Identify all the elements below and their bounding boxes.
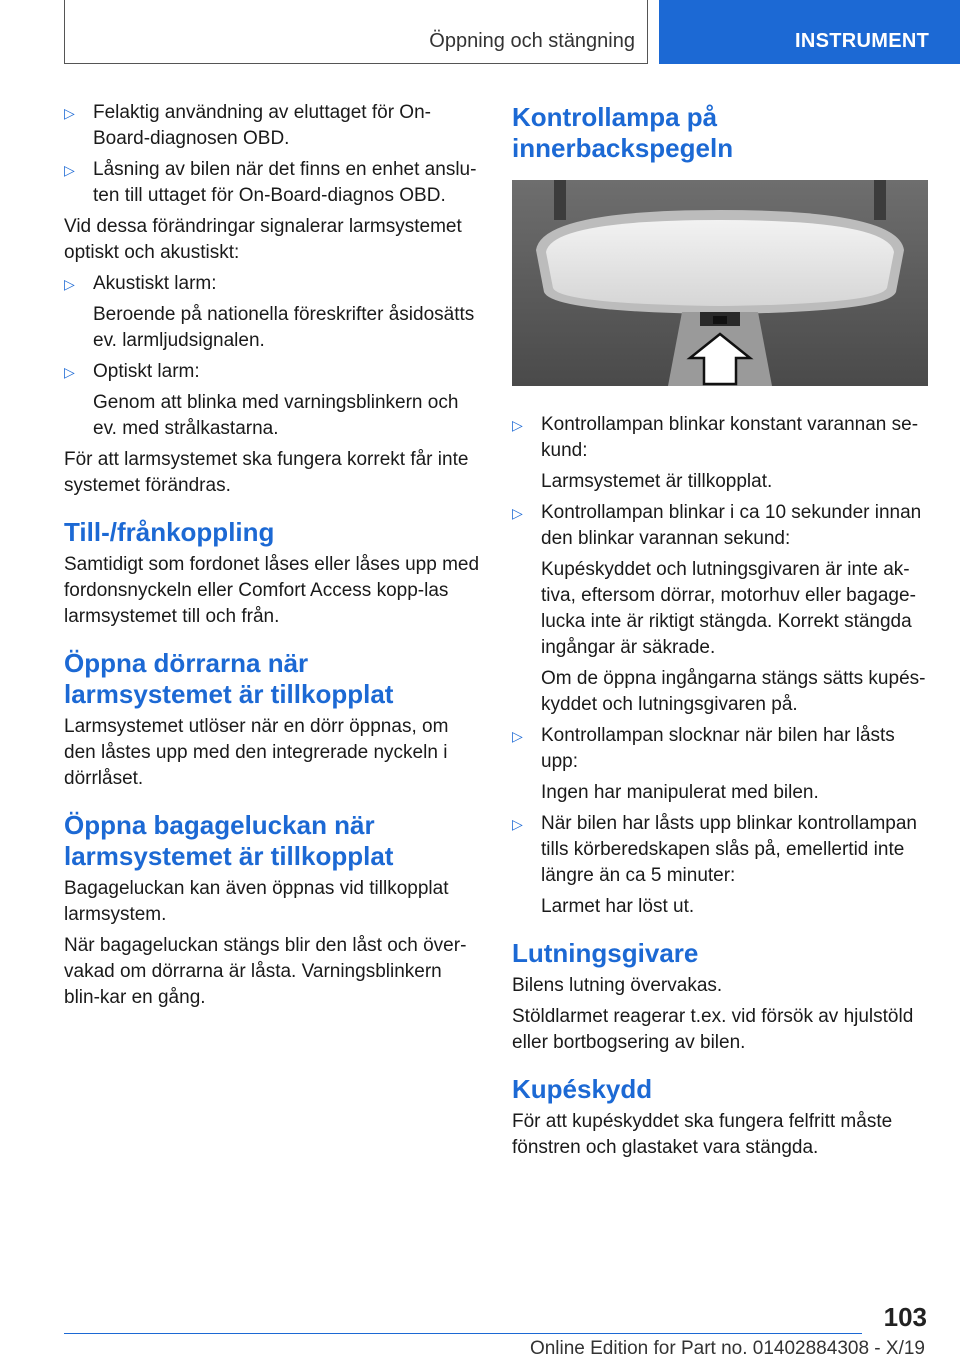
paragraph: Bilens lutning övervakas. (512, 975, 723, 996)
paragraph: Vid dessa förändringar signalerar larmsystemet optiskt och akustiskt: (64, 216, 462, 263)
triangle-right-icon: ▷ (64, 162, 75, 178)
heading-tilt-sensor: Lutningsgivare (512, 938, 699, 968)
list-item-subtext: Larmet har löst ut. (541, 896, 695, 917)
heading-cabin-protection: Kupéskydd (512, 1074, 653, 1104)
list-item (512, 811, 928, 920)
list-item-subtext: Larmsystemet är tillkopplat. (541, 471, 773, 492)
list-item-subtext: Kupéskyddet och lutningsgivaren är inte ak-tiva, eftersom dörrar, motorhuv eller bagage-lucka inte är riktigt stängda. Korrekt stängda ingångar är säkrade. (541, 559, 916, 658)
right-column (512, 102, 928, 1166)
list-item (64, 359, 480, 442)
list-item-text: Akustiskt larm: (93, 273, 217, 294)
triangle-right-icon: ▷ (512, 728, 523, 744)
heading-open-doors: Öppna dörrarna när larmsystemet är tillkopplat (64, 648, 394, 709)
heading-open-trunk: Öppna bagageluckan när larmsystemet är tillkopplat (64, 810, 394, 871)
list-item-text: Optiskt larm: (93, 361, 200, 382)
triangle-right-icon: ▷ (64, 105, 75, 121)
list-item-text: Felaktig användning av eluttaget för On-Board-diagnosen OBD. (93, 102, 431, 149)
paragraph: För att kupéskyddet ska fungera felfritt måste fönstren och glastaket vara stängda. (512, 1111, 893, 1158)
list-item-subtext: Ingen har manipulerat med bilen. (541, 782, 819, 803)
list-item-text: Låsning av bilen när det finns en enhet anslu-ten till uttaget för On-Board-diagnos OBD. (93, 159, 477, 206)
page-number: 103 (883, 1302, 927, 1332)
chapter-tab-label: INSTRUMENT (795, 30, 930, 52)
paragraph: För att larmsystemet ska fungera korrekt får inte systemet förändras. (64, 449, 469, 496)
rearview-mirror-illustration (512, 180, 928, 386)
section-title: Öppning och stängning (429, 30, 635, 52)
list-item-text: När bilen har låsts upp blinkar kontrollampan tills körberedskapen slås på, emellertid inte längre än ca 5 minuter: (541, 813, 917, 886)
paragraph: Samtidigt som fordonet låses eller låses upp med fordonsnyckeln eller Comfort Access kopp-las larmsystemet till och från. (64, 554, 480, 627)
list-item (64, 100, 480, 152)
chapter-tab[interactable] (659, 0, 960, 64)
heading-control-lamp: Kontrollampa på innerbackspegeln (512, 102, 734, 163)
paragraph: Stöldlarmet reagerar t.ex. vid försök av hjulstöld eller bortbogsering av bilen. (512, 1006, 914, 1053)
list-item-subtext: Beroende på nationella föreskrifter åsidosätts ev. larmljudsignalen. (93, 304, 475, 351)
paragraph: När bagageluckan stängs blir den låst och över-vakad om dörrarna är låsta. Varningsblinkern blin-kar en gång. (64, 935, 467, 1008)
triangle-right-icon: ▷ (64, 276, 75, 292)
heading-till-fran: Till-/frånkoppling (64, 517, 275, 547)
footer-divider (64, 1333, 862, 1334)
list-item (64, 157, 480, 209)
list-item-text: Kontrollampan slocknar när bilen har låsts upp: (541, 725, 895, 772)
paragraph: Larmsystemet utlöser när en dörr öppnas, om den låstes upp med den integrerade nyckeln i dörrlåset. (64, 716, 449, 789)
list-item (64, 271, 480, 354)
list-item-subtext: Om de öppna ingångarna stängs sätts kupés-kyddet och lutningsgivaren på. (541, 668, 926, 715)
triangle-right-icon: ▷ (64, 364, 75, 380)
left-column (64, 100, 480, 1016)
list-item (512, 500, 928, 718)
paragraph: Bagageluckan kan även öppnas vid tillkopplat larmsystem. (64, 878, 449, 925)
list-item (512, 723, 928, 806)
list-item-text: Kontrollampan blinkar konstant varannan se-kund: (541, 414, 919, 461)
edition-note: Online Edition for Part no. 01402884308 - X/19 (529, 1338, 925, 1359)
triangle-right-icon: ▷ (512, 505, 523, 521)
triangle-right-icon: ▷ (512, 417, 523, 433)
list-item-subtext: Genom att blinka med varningsblinkern och ev. med strålkastarna. (93, 392, 459, 439)
triangle-right-icon: ▷ (512, 816, 523, 832)
list-item-text: Kontrollampan blinkar i ca 10 sekunder innan den blinkar varannan sekund: (541, 502, 922, 549)
list-item (512, 412, 928, 495)
